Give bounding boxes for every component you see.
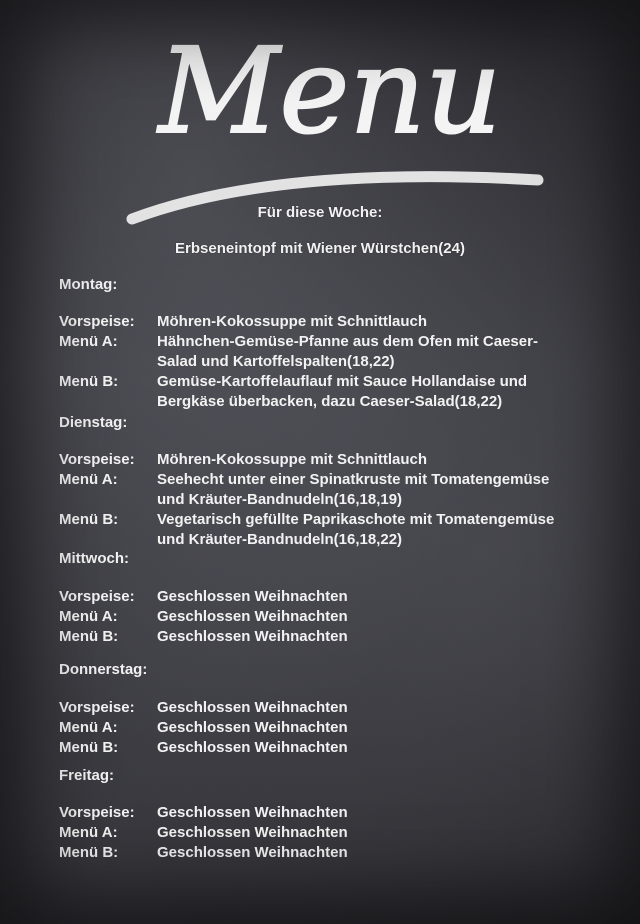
row-text: Salad und Kartoffelspalten(18,22): [157, 353, 395, 370]
row-text: und Kräuter-Bandnudeln(16,18,22): [157, 531, 403, 548]
row-label: Menü A:: [59, 471, 118, 488]
row-text: Geschlossen Weihnachten: [157, 844, 348, 861]
menu-row-thursday-starter: [59, 698, 619, 718]
menu-row-wednesday-a: [59, 607, 619, 627]
row-text: Geschlossen Weihnachten: [157, 739, 348, 756]
row-label: Menü B:: [59, 373, 119, 390]
logo-text: Menu: [158, 22, 502, 160]
row-label: Vorspeise:: [59, 451, 135, 468]
menu-row-tuesday-b: [59, 510, 619, 550]
menu-row-friday-a: [59, 823, 619, 843]
day-heading-tuesday: Dienstag:: [59, 414, 128, 431]
row-text: Geschlossen Weihnachten: [157, 608, 348, 625]
menu-row-friday-b: [59, 843, 619, 863]
row-text: Möhren-Kokossuppe mit Schnittlauch: [157, 313, 428, 330]
row-label: Vorspeise:: [59, 804, 135, 821]
menu-row-monday-a: [59, 332, 619, 372]
row-text: Gemüse-Kartoffelauflauf mit Sauce Hollandaise und: [157, 373, 528, 390]
row-text: Geschlossen Weihnachten: [157, 699, 348, 716]
menu-row-monday-b: [59, 372, 619, 412]
menu-row-monday-starter: [59, 312, 619, 332]
menu-row-thursday-b: [59, 738, 619, 758]
row-label: Menü A:: [59, 719, 118, 736]
row-label: Menü A:: [59, 608, 118, 625]
row-label: Menü A:: [59, 333, 118, 350]
menu-row-thursday-a: [59, 718, 619, 738]
row-text: Geschlossen Weihnachten: [157, 628, 348, 645]
row-label: Vorspeise:: [59, 588, 135, 605]
day-heading-thursday: Donnerstag:: [59, 661, 148, 678]
row-text: Bergkäse überbacken, dazu Caeser-Salad(18,22): [157, 393, 503, 410]
row-label: Menü B:: [59, 739, 119, 756]
day-heading-friday: Freitag:: [59, 767, 115, 784]
row-label: Menü A:: [59, 824, 118, 841]
row-text: Geschlossen Weihnachten: [157, 588, 348, 605]
row-text: Möhren-Kokossuppe mit Schnittlauch: [157, 451, 428, 468]
day-heading-wednesday: Mittwoch:: [59, 550, 129, 567]
row-text: Geschlossen Weihnachten: [157, 804, 348, 821]
day-heading-monday: Montag:: [59, 276, 118, 293]
menu-row-wednesday-b: [59, 627, 619, 647]
row-text: Geschlossen Weihnachten: [157, 719, 348, 736]
menu-row-tuesday-starter: [59, 450, 619, 470]
row-label: Vorspeise:: [59, 699, 135, 716]
row-text: Vegetarisch gefüllte Paprikaschote mit Tomatengemüse: [157, 511, 555, 528]
menu-row-wednesday-starter: [59, 587, 619, 607]
week-title: Für diese Woche:: [257, 204, 383, 221]
row-text: Hähnchen-Gemüse-Pfanne aus dem Ofen mit Caeser-: [157, 333, 538, 350]
row-label: Menü B:: [59, 628, 119, 645]
menu-row-friday-starter: [59, 803, 619, 823]
row-text: Geschlossen Weihnachten: [157, 824, 348, 841]
row-label: Menü B:: [59, 844, 119, 861]
row-text: und Kräuter-Bandnudeln(16,18,19): [157, 491, 403, 508]
week-dish: Erbseneintopf mit Wiener Würstchen(24): [175, 240, 465, 257]
menu-row-tuesday-a: [59, 470, 619, 510]
row-label: Vorspeise:: [59, 313, 135, 330]
row-label: Menü B:: [59, 511, 119, 528]
row-text: Seehecht unter einer Spinatkruste mit Tomatengemüse: [157, 471, 550, 488]
